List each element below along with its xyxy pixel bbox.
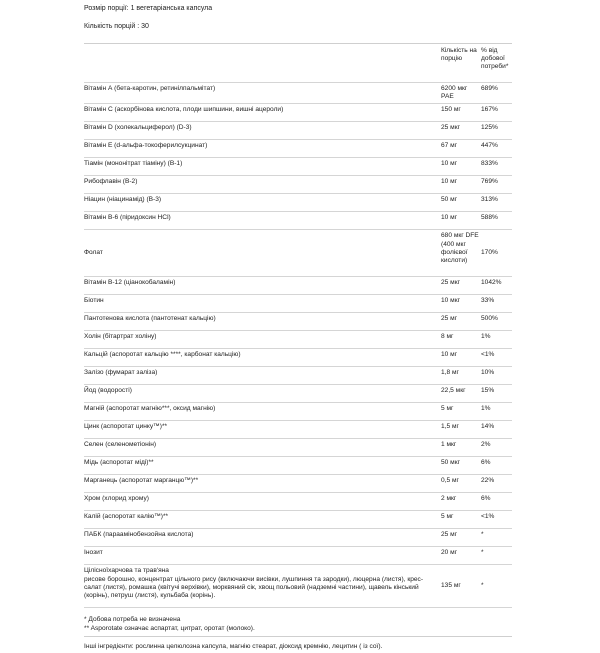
nutrient-name: Цинк (аспоротат цинку™)**: [84, 421, 439, 439]
table-row: [84, 122, 512, 140]
nutrient-dv: 689%: [479, 83, 512, 104]
table-row: [84, 493, 512, 511]
dv-footnote: * Добова потреба не визначена: [84, 616, 181, 624]
nutrient-amount: 22,5 мкг: [439, 385, 479, 403]
nutrient-dv: 769%: [479, 176, 512, 194]
nutrient-name: Пантотенова кислота (пантотенат кальцію): [84, 313, 439, 331]
nutrient-amount: 50 мкг: [439, 457, 479, 475]
blend-title: Цілісноїхарчова та трав'яна: [84, 567, 169, 575]
nutrient-name: Хром (хлорид хрому): [84, 493, 439, 511]
blend-dv: *: [479, 565, 512, 608]
table-row: [84, 140, 512, 158]
table-row: [84, 475, 512, 493]
table-row: [84, 349, 512, 367]
table-row: [84, 457, 512, 475]
asporotate-footnote: ** Asporotate означає аспартат, цитрат, оротат (молоко).: [84, 625, 255, 633]
table-row: [84, 529, 512, 547]
nutrient-amount: 5 мг: [439, 403, 479, 421]
nutrient-name: Мідь (аспоротат міді)**: [84, 457, 439, 475]
blend-amount: 135 мг: [439, 565, 479, 608]
nutrient-dv: 22%: [479, 475, 512, 493]
table-row: [84, 367, 512, 385]
table-row: [84, 194, 512, 212]
nutrient-dv: 125%: [479, 122, 512, 140]
nutrient-amount: 25 мкг: [439, 122, 479, 140]
servings-per-container: Кількість порцій : 30: [84, 23, 149, 30]
nutrient-amount: 2 мкг: [439, 493, 479, 511]
table-row: [84, 421, 512, 439]
blend-cell: [84, 565, 439, 608]
nutrient-dv: 588%: [479, 212, 512, 230]
nutrient-amount: 20 мг: [439, 547, 479, 565]
nutrient-amount: 67 мг: [439, 140, 479, 158]
nutrient-amount: 50 мг: [439, 194, 479, 212]
nutrient-name: Фолат: [84, 230, 439, 277]
nutrient-name: Кальцій (аспоротат кальцію ****, карбонат кальцію): [84, 349, 439, 367]
nutrition-table: [84, 44, 512, 608]
nutrient-amount: 5 мг: [439, 511, 479, 529]
nutrient-dv: 6%: [479, 493, 512, 511]
nutrient-amount: 25 мг: [439, 529, 479, 547]
nutrient-dv: 500%: [479, 313, 512, 331]
nutrient-name: ПАБК (параамінобензойна кислота): [84, 529, 439, 547]
nutrient-name: Вітамін А (бета-каротин, ретинілпальмітат): [84, 83, 439, 104]
supplement-facts: [84, 5, 512, 653]
nutrient-name: Рибофлавін (В-2): [84, 176, 439, 194]
header-amount: Кількість на порцію: [439, 44, 479, 83]
nutrient-name: Селен (селенометіонін): [84, 439, 439, 457]
table-row: [84, 547, 512, 565]
table-row: [84, 511, 512, 529]
nutrient-name: Вітамін Е (d-альфа-токоферилсукцинат): [84, 140, 439, 158]
nutrient-dv: 170%: [479, 230, 512, 277]
nutrient-name: Вітамін С (аскорбінова кислота, плоди шипшини, вишні ацероли): [84, 104, 439, 122]
table-row: [84, 176, 512, 194]
other-ingredients: Інші інгредієнти: рослинна целюлозна капсула, магнію стеарат, діоксид кремнію, лецитин ( із сої).: [84, 643, 383, 651]
nutrient-dv: 447%: [479, 140, 512, 158]
nutrient-amount: 6200 мкг РАЕ: [439, 83, 479, 104]
table-header-row: [84, 44, 512, 83]
nutrient-amount: 10 мг: [439, 176, 479, 194]
nutrient-name: Ніацин (ніацинамід) (В-3): [84, 194, 439, 212]
nutrient-dv: 6%: [479, 457, 512, 475]
table-row: [84, 230, 512, 277]
table-row: [84, 212, 512, 230]
nutrient-dv: 1042%: [479, 277, 512, 295]
table-row: [84, 295, 512, 313]
nutrient-dv: 2%: [479, 439, 512, 457]
nutrient-amount: 1,5 мг: [439, 421, 479, 439]
nutrient-amount: 10 мг: [439, 212, 479, 230]
table-row-blend: [84, 565, 512, 608]
nutrient-amount: 10 мг: [439, 349, 479, 367]
nutrient-name: Вітамін D (холекальциферол) (D-3): [84, 122, 439, 140]
footnotes: [84, 616, 512, 634]
nutrient-amount: 10 мкг: [439, 295, 479, 313]
table-row: [84, 104, 512, 122]
nutrient-name: Залізо (фумарат заліза): [84, 367, 439, 385]
table-row: [84, 385, 512, 403]
nutrient-name: Марганець (аспоротат марганцю™)**: [84, 475, 439, 493]
serving-size: Розмір порції: 1 вегетаріанська капсула: [84, 5, 213, 12]
nutrient-amount: 1 мкг: [439, 439, 479, 457]
nutrient-amount: 680 мкг DFE (400 мкг фолієвої кислоти): [439, 230, 479, 277]
table-row: [84, 83, 512, 104]
nutrient-amount: 0,5 мг: [439, 475, 479, 493]
nutrient-dv: 833%: [479, 158, 512, 176]
nutrient-dv: 33%: [479, 295, 512, 313]
table-row: [84, 277, 512, 295]
nutrient-name: Вітамін В-6 (піридоксин HCl): [84, 212, 439, 230]
nutrient-name: Вітамін B-12 (ціанокобаламін): [84, 277, 439, 295]
nutrient-name: Інозит: [84, 547, 439, 565]
nutrient-amount: 1,8 мг: [439, 367, 479, 385]
nutrient-dv: *: [479, 547, 512, 565]
nutrient-dv: 313%: [479, 194, 512, 212]
nutrient-name: Тіамін (мононітрат тіаміну) (В-1): [84, 158, 439, 176]
nutrient-name: Біотин: [84, 295, 439, 313]
table-row: [84, 158, 512, 176]
nutrient-dv: <1%: [479, 511, 512, 529]
table-row: [84, 439, 512, 457]
nutrient-name: Магній (аспоротат магнію***, оксид магнію): [84, 403, 439, 421]
blend-description: рисове борошно, концентрат цільного рису (включаючи висівки, лушпиння та зародки), люцерна (листя), крес-салат (листя), ромашка (квітучі верхівки), морквяний сік, хвощ польовий (надземні частини), щавель кінський (корінь), петруш (листя), кульбаба (корінь).: [84, 575, 424, 600]
nutrient-amount: 10 мг: [439, 158, 479, 176]
table-row: [84, 331, 512, 349]
header-name: [84, 44, 439, 83]
nutrient-amount: 8 мг: [439, 331, 479, 349]
ingredients-divider: [84, 636, 512, 637]
nutrient-name: Калій (аспоротат калію™)**: [84, 511, 439, 529]
table-row: [84, 313, 512, 331]
nutrient-dv: 1%: [479, 403, 512, 421]
nutrient-dv: <1%: [479, 349, 512, 367]
nutrient-dv: 167%: [479, 104, 512, 122]
nutrient-amount: 150 мг: [439, 104, 479, 122]
nutrient-dv: 10%: [479, 367, 512, 385]
nutrient-dv: 15%: [479, 385, 512, 403]
nutrient-amount: 25 мг: [439, 313, 479, 331]
nutrient-dv: 1%: [479, 331, 512, 349]
table-row: [84, 403, 512, 421]
nutrient-dv: *: [479, 529, 512, 547]
nutrient-name: Холін (бітартрат холіну): [84, 331, 439, 349]
header-daily-value: % від добової потреби*: [479, 44, 512, 83]
nutrient-amount: 25 мкг: [439, 277, 479, 295]
nutrient-dv: 14%: [479, 421, 512, 439]
nutrient-name: Йод (водорості): [84, 385, 439, 403]
